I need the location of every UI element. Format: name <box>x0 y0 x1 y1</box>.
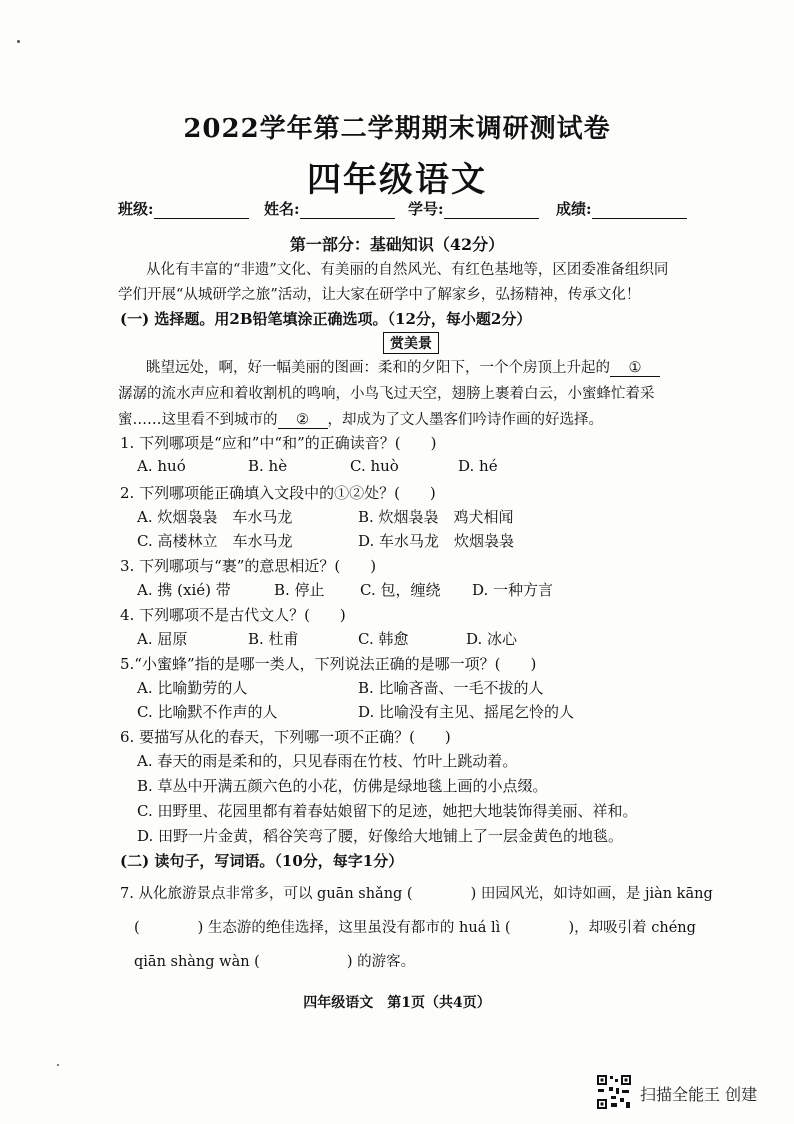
question-3: 3. 下列哪项与“裹”的意思相近？( ) <box>120 557 377 575</box>
q4-option-b[interactable]: B. 杜甫 <box>248 630 299 648</box>
score-field <box>556 198 687 219</box>
question-7-line-3: qiān shàng wàn ( ) 的游客。 <box>134 954 416 970</box>
question-5: 5.“小蜜蜂”指的是哪一类人，下列说法正确的是哪一项？( ) <box>120 655 537 673</box>
q5-option-c[interactable]: C. 比喻默不作声的人 <box>137 703 278 721</box>
blank-2[interactable]: ② <box>278 412 328 429</box>
question-1: 1. 下列哪项是“应和”中“和”的正确读音？( ) <box>120 434 437 452</box>
qr-code-icon <box>596 1074 632 1110</box>
question-7-line-1: 7. 从化旅游景点非常多，可以 guān shǎng ( ) 田园风光，如诗如画，是 jiàn kāng <box>120 886 713 902</box>
q4-option-c[interactable]: C. 韩愈 <box>358 630 409 648</box>
q4-option-d[interactable]: D. 冰心 <box>466 630 518 648</box>
exam-title: 2022学年第二学期期末调研测试卷 <box>183 114 611 144</box>
blank-1[interactable]: ① <box>610 360 660 377</box>
q1-option-a[interactable]: A. huó <box>137 457 186 475</box>
score-line <box>592 203 687 219</box>
q1-option-b[interactable]: B. hè <box>248 457 288 475</box>
passage-label: 赏美景 <box>383 332 439 354</box>
q3-option-c[interactable]: C. 包，缠绕 <box>360 581 441 599</box>
q6-option-b[interactable]: B. 草丛中开满五颜六色的小花，仿佛是绿地毯上画的小点缀。 <box>137 777 548 795</box>
class-label: 班级: <box>118 200 154 218</box>
q2-option-c[interactable]: C. 高楼林立 车水马龙 <box>137 532 293 550</box>
section2-heading: (二) 读句子，写词语。（10分，每字1分） <box>120 852 404 870</box>
passage-text-1: 眺望远处，啊，好一幅美丽的图画：柔和的夕阳下，一个个房顶上升起的 <box>146 360 610 376</box>
student-id-label: 学号: <box>408 200 444 218</box>
student-id-field <box>408 198 539 219</box>
passage-line-1 <box>146 356 660 377</box>
name-line <box>300 203 395 219</box>
question-4: 4. 下列哪项不是古代文人？( ) <box>120 606 346 624</box>
intro-line-2: 学们开展“从城研学之旅”活动，让大家在研学中了解家乡，弘扬精神，传承文化！ <box>118 287 641 303</box>
q5-option-a[interactable]: A. 比喻勤劳的人 <box>137 679 248 697</box>
q5-option-b[interactable]: B. 比喻吝啬、一毛不拔的人 <box>358 679 544 697</box>
name-field <box>264 198 395 219</box>
student-id-line <box>444 203 539 219</box>
intro-line-1: 从化有丰富的“非遗”文化、有美丽的自然风光、有红色基地等，区团委准备组织同 <box>146 262 669 278</box>
q2-option-d[interactable]: D. 车水马龙 炊烟袅袅 <box>358 532 515 550</box>
q6-option-d[interactable]: D. 田野一片金黄，稻谷笑弯了腰，好像给大地铺上了一层金黄色的地毯。 <box>137 827 624 845</box>
section1-heading: (一) 选择题。用2B铅笔填涂正确选项。（12分，每小题2分） <box>120 310 532 328</box>
q2-option-a[interactable]: A. 炊烟袅袅 车水马龙 <box>137 508 293 526</box>
q3-option-d[interactable]: D. 一种方言 <box>472 581 554 599</box>
class-line <box>154 203 249 219</box>
scan-speck <box>57 1064 59 1066</box>
score-label: 成绩: <box>556 200 592 218</box>
passage-text-3b: ，却成为了文人墨客们吟诗作画的好选择。 <box>327 412 603 428</box>
name-label: 姓名: <box>264 200 300 218</box>
q5-option-d[interactable]: D. 比喻没有主见、摇尾乞怜的人 <box>358 703 575 721</box>
passage-line-2: 潺潺的流水声应和着收割机的鸣响，小鸟飞过天空，翅膀上裹着白云，小蜜蜂忙着采 <box>118 386 655 402</box>
question-6: 6. 要描写从化的春天，下列哪一项不正确？( ) <box>120 728 451 746</box>
scan-speck <box>17 40 20 43</box>
exam-subject: 四年级语文 <box>307 160 487 200</box>
q1-option-d[interactable]: D. hé <box>458 457 498 475</box>
q4-option-a[interactable]: A. 屈原 <box>137 630 188 648</box>
passage-text-3a: 蜜……这里看不到城市的 <box>118 412 278 428</box>
part-heading: 第一部分：基础知识（42分） <box>289 235 505 254</box>
q6-option-c[interactable]: C. 田野里、花园里都有着春姑娘留下的足迹，她把大地装饰得美丽、祥和。 <box>137 802 638 820</box>
question-7-line-2: ( ) 生态游的绝佳选择，这里虽没有都市的 huá lì ( )，却吸引着 chéng <box>134 920 696 936</box>
q2-option-b[interactable]: B. 炊烟袅袅 鸡犬相闻 <box>358 508 514 526</box>
q3-option-b[interactable]: B. 停止 <box>274 581 325 599</box>
q6-option-a[interactable]: A. 春天的雨是柔和的，只见春雨在竹枝、竹叶上跳动着。 <box>137 752 518 770</box>
passage-line-3 <box>118 408 603 429</box>
page-footer: 四年级语文 第1页（共4页） <box>303 995 491 1011</box>
class-field <box>118 198 249 219</box>
scanner-watermark: 扫描全能王 创建 <box>640 1085 758 1104</box>
q1-option-c[interactable]: C. huò <box>350 457 399 475</box>
q3-option-a[interactable]: A. 携 (xié) 带 <box>137 581 231 599</box>
question-2: 2. 下列哪项能正确填入文段中的①②处？( ) <box>120 484 436 502</box>
